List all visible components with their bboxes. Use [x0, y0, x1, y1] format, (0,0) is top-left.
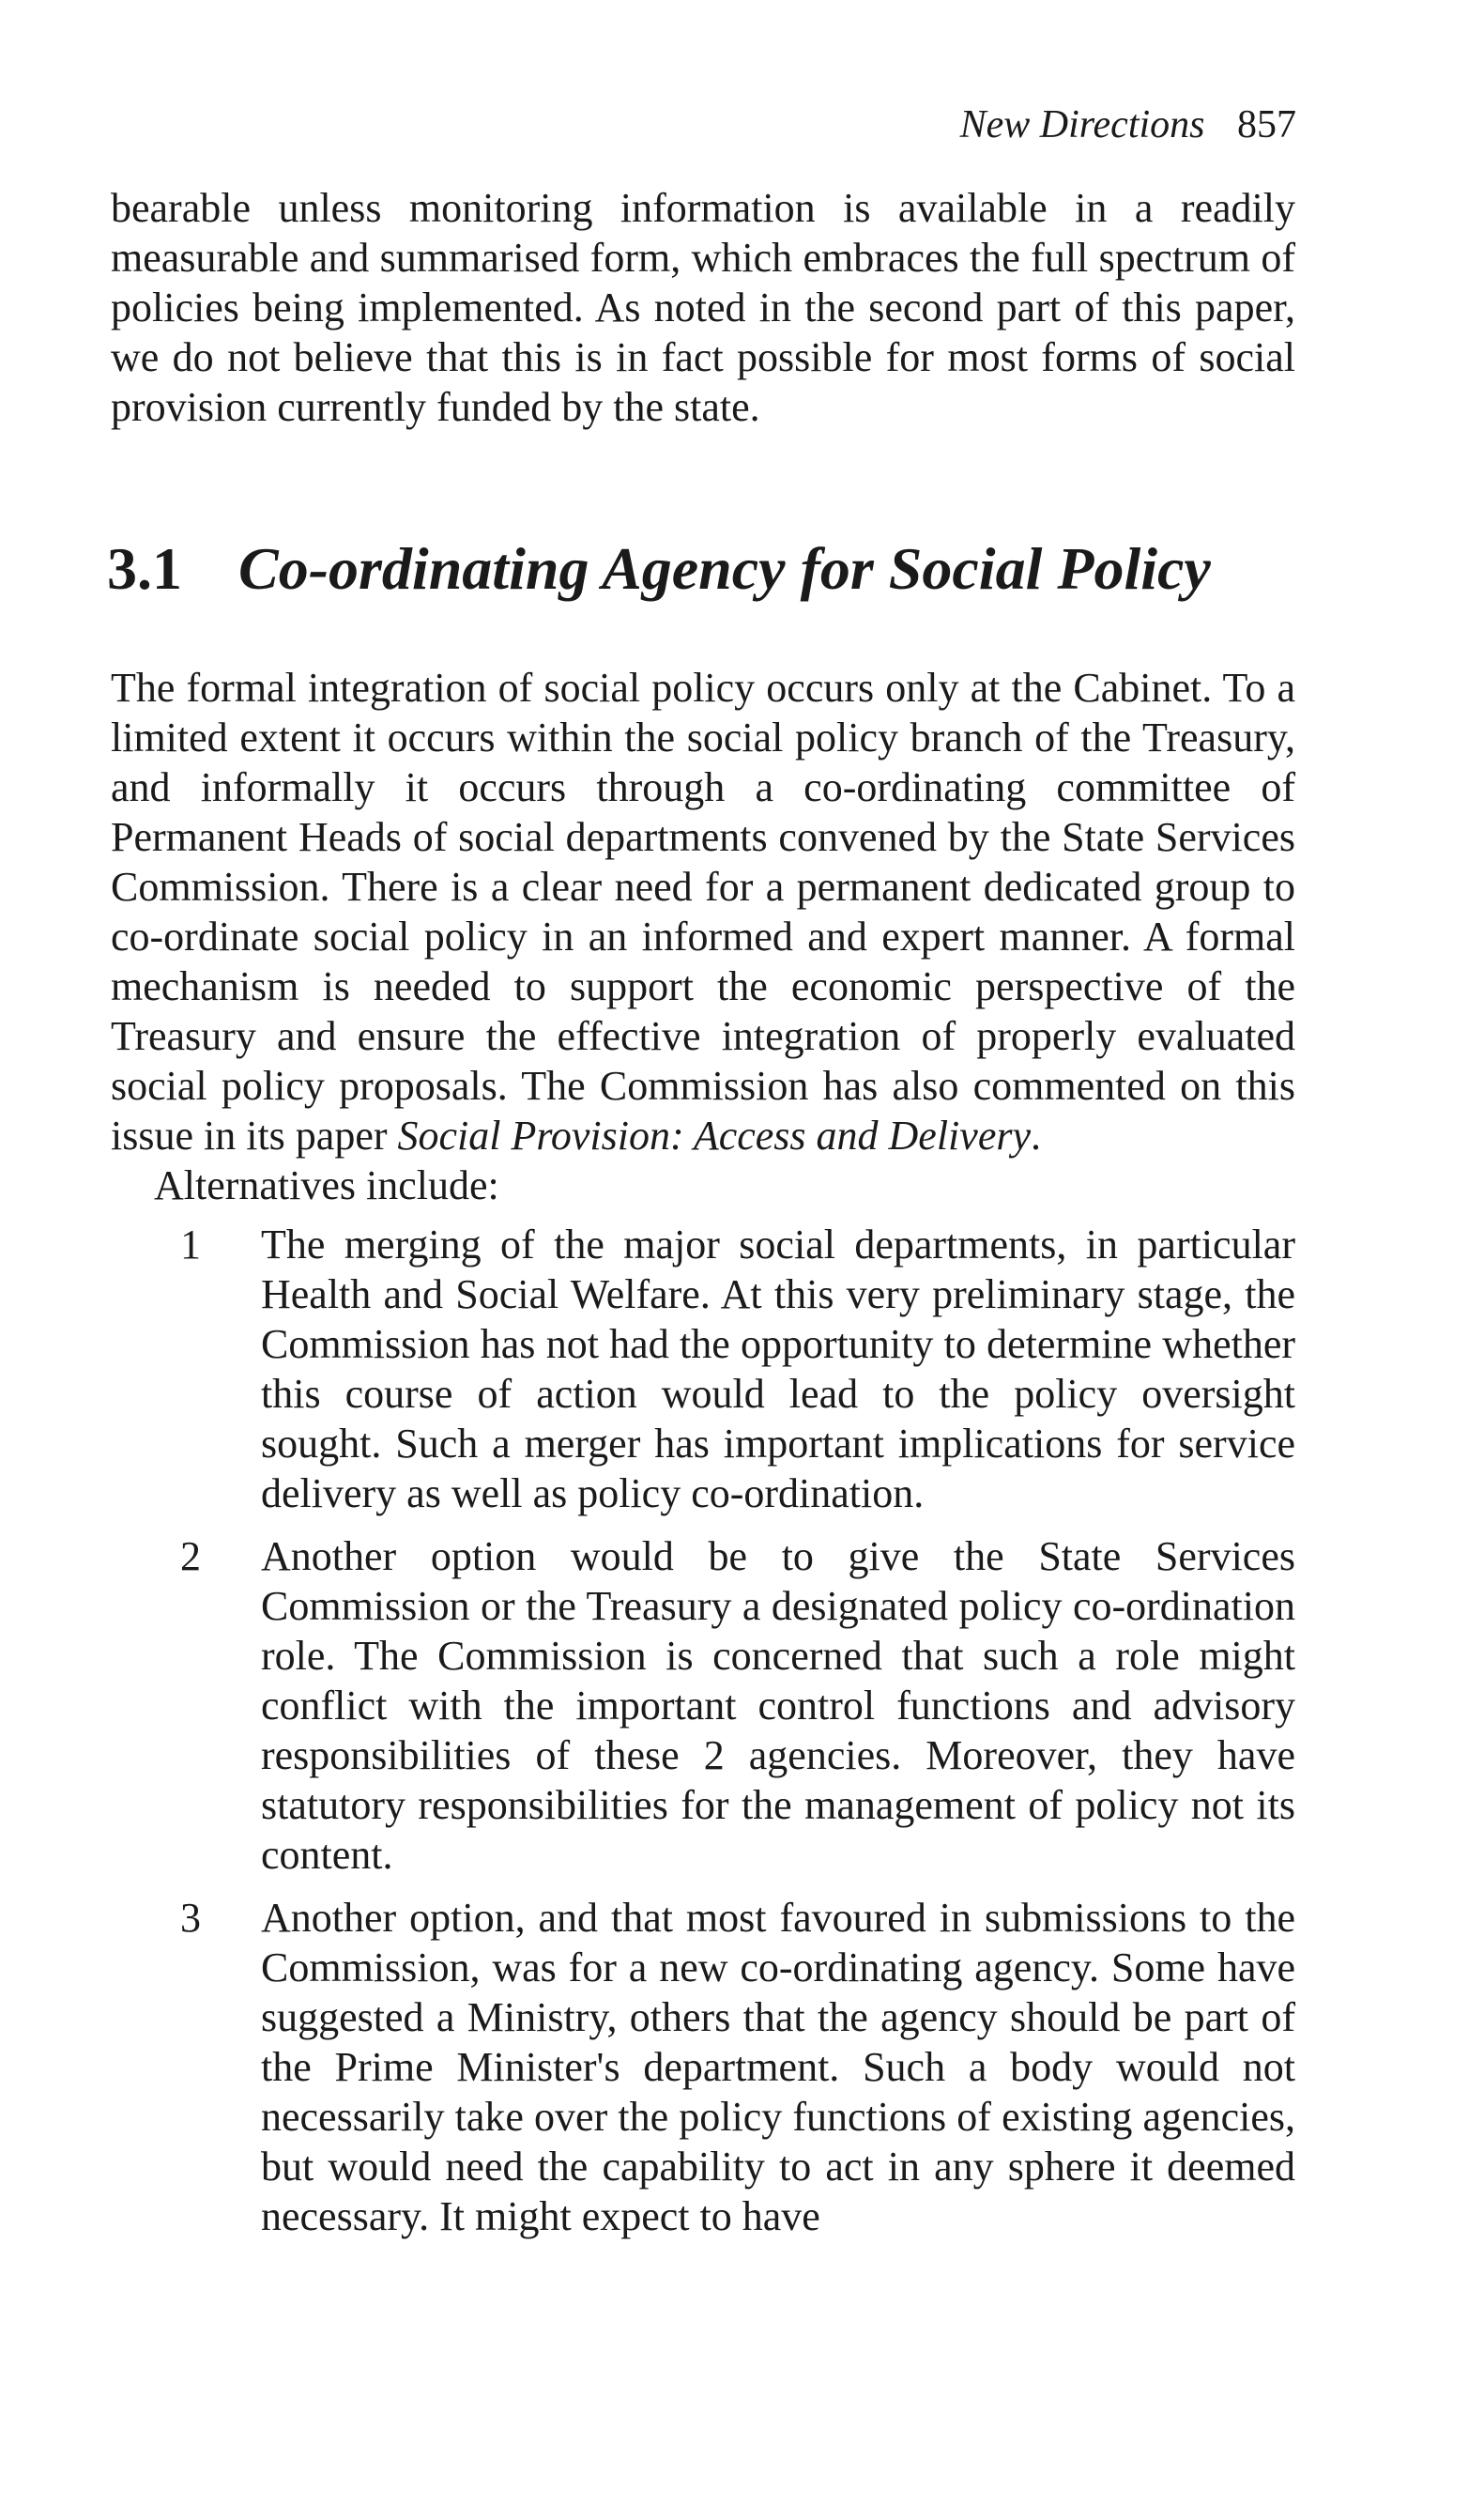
list-item	[111, 1893, 1295, 2241]
list-item	[111, 1531, 1295, 1880]
section-heading	[107, 533, 1295, 605]
list-item-number: 2	[180, 1533, 201, 1579]
page-content	[107, 183, 1295, 2241]
intro-paragraph: bearable unless monitoring information is available in a readily measurable and summarised form, which embraces the full spectrum of policies being implemented. As noted in the second part of this paper, we do not believe that this is in fact possible for most forms of social provision currently funded by the state.	[111, 185, 1295, 430]
running-title: New Directions	[959, 103, 1205, 146]
page-number: 857	[1237, 103, 1296, 146]
body-paragraph-text: The formal integration of social policy occurs only at the Cabinet. To a limited extent it occurs within the social policy branch of the Treasury, and informally it occurs through a co-ordinating committee of Permanent Heads of social departments convened by the State Services Commission. There is a clear need for a permanent dedicated group to co-ordinate social policy in an informed and expert manner. A formal mechanism is needed to support the economic perspective of the Treasury and ensure the effective integration of properly evaluated social policy proposals. The Commission has also commented on this issue in its paper	[111, 665, 1295, 1159]
body-paragraph	[111, 663, 1295, 1160]
list-item	[111, 1220, 1295, 1518]
body-paragraph-ending: .	[1031, 1113, 1041, 1159]
list-item-number: 3	[180, 1895, 201, 1941]
alternatives-intro: Alternatives include:	[154, 1162, 499, 1208]
list-item-text: The merging of the major social departments, in particular Health and Social Welfare. At this very preliminary stage, the Commission has not had the opportunity to determine whether this course of action would lead to the policy oversight sought. Such a merger has important implications for service delivery as well as policy co-ordination.	[261, 1222, 1295, 1516]
running-head	[960, 101, 1296, 148]
referenced-paper-title: Social Provision: Access and Delivery	[397, 1113, 1031, 1159]
list-item-text: Another option would be to give the State Services Commission or the Treasury a designated policy co-ordination role. The Commission is concerned that such a role might conflict with the important control functions and advisory responsibilities of these 2 agencies. Moreover, they have statutory responsibilities for the management of policy not its content.	[261, 1533, 1295, 1878]
list-item-number: 1	[180, 1222, 201, 1268]
section-title: Co-ordinating Agency for Social Policy	[238, 535, 1211, 602]
section-number: 3.1	[107, 535, 182, 602]
list-item-text: Another option, and that most favoured in submissions to the Commission, was for a new co-ordinating agency. Some have suggested a Ministry, others that the agency should be part of the Prime Minister's department. Such a body would not necessarily take over the policy functions of existing agencies, but would need the capability to act in any sphere it deemed necessary. It might expect to have	[261, 1895, 1295, 2239]
alternatives-list	[111, 1220, 1295, 2241]
